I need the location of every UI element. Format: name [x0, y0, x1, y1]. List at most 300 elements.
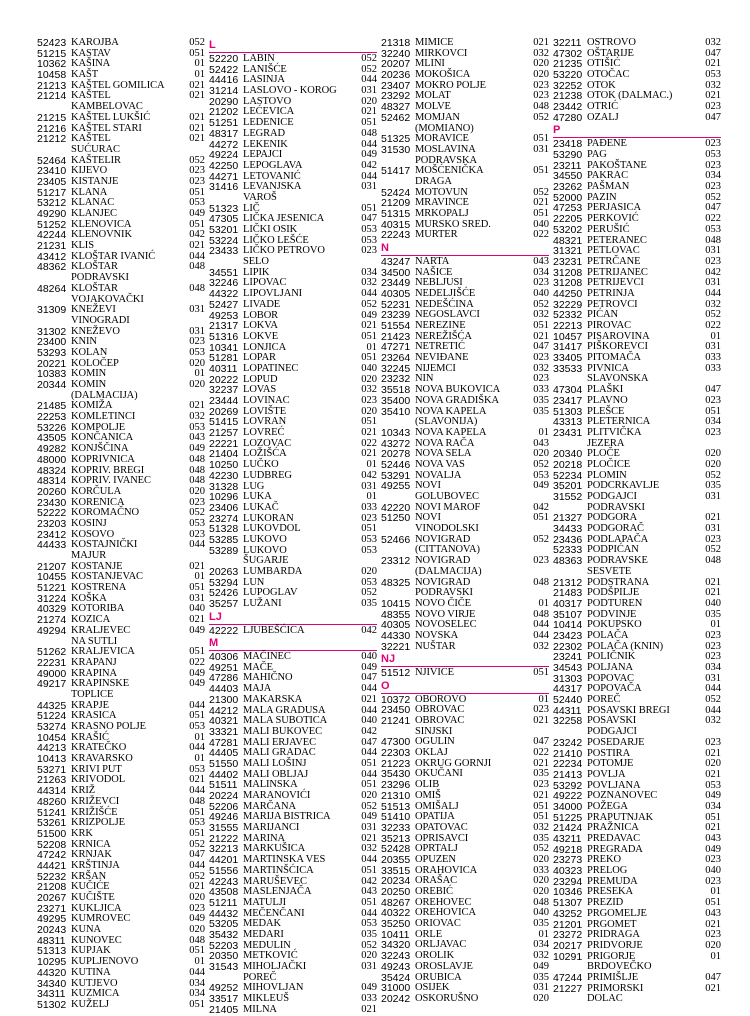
area-code: 023: [705, 159, 721, 171]
area-code: 031: [533, 982, 549, 994]
place-name: BRDOVEČKO: [587, 961, 652, 973]
postal-code: 21241: [381, 715, 411, 727]
place-name: PLAŠKI: [587, 384, 624, 396]
postal-code: 48327: [381, 101, 411, 114]
area-code: 049: [361, 661, 377, 673]
directory-entry: [553, 38, 721, 49]
directory-entry: [209, 300, 377, 311]
directory-entry: [381, 855, 549, 866]
postal-code: 21202: [209, 106, 239, 119]
directory-entry: [381, 428, 549, 439]
place-name: POLAČA (KNIN): [587, 640, 663, 652]
postal-code: 23450: [381, 704, 411, 717]
directory-entry: [553, 802, 721, 813]
place-name: NA SUTLI: [71, 635, 118, 647]
area-code: 021: [361, 427, 377, 439]
area-code: 022: [533, 229, 549, 241]
directory-entry: [37, 519, 205, 530]
area-code: 021: [189, 240, 205, 252]
area-code: 01: [710, 886, 721, 898]
place-name: GOLUBOVEC: [415, 491, 479, 502]
area-code: 048: [189, 475, 205, 487]
area-code: 043: [705, 833, 721, 844]
postal-code: 52440: [553, 694, 583, 707]
postal-code: 23436: [553, 533, 583, 546]
place-name: OMIŠ: [415, 789, 441, 801]
postal-code: 40306: [209, 651, 239, 664]
postal-code: 32245: [381, 362, 411, 375]
area-code: 051: [189, 47, 205, 59]
area-code: 042: [361, 624, 377, 636]
place-name: KONČANICA: [71, 432, 134, 444]
directory-entry: [37, 722, 205, 733]
postal-code: 31416: [209, 181, 239, 194]
postal-code: 44201: [209, 854, 239, 867]
place-name: LASINJA: [243, 74, 285, 86]
postal-code: 49253: [209, 309, 239, 322]
postal-code: 23407: [381, 79, 411, 92]
area-code: 033: [705, 352, 721, 364]
area-code: 047: [533, 736, 549, 748]
postal-code: 23430: [37, 496, 67, 509]
place-name: KRASNO POLJE: [71, 721, 146, 732]
postal-code: 23405: [37, 175, 67, 188]
area-code: 049: [189, 678, 205, 690]
directory-entry: [37, 113, 205, 124]
area-code: 021: [705, 587, 721, 599]
directory-entry: [381, 994, 549, 1005]
place-name: NJIVICE: [415, 667, 454, 679]
area-code: 051: [189, 218, 205, 230]
postal-code: 21405: [209, 1003, 239, 1016]
area-code: 051: [189, 945, 205, 957]
postal-code: 51307: [553, 897, 583, 910]
postal-code: 20260: [37, 485, 67, 498]
postal-code: 52222: [37, 507, 67, 520]
directory-entry: [381, 396, 549, 407]
place-name: MOKRO POLJE: [415, 79, 486, 91]
directory-entry: [209, 428, 377, 439]
area-code: 01: [710, 950, 721, 962]
place-name: PLEŠCE: [587, 405, 625, 417]
place-name: LOPATINEC: [243, 362, 299, 374]
postal-code: 10455: [37, 571, 67, 584]
place-name: LETOVANIĆ: [243, 170, 301, 182]
area-code: 052: [705, 694, 721, 706]
place-name: OKUČANI: [415, 768, 463, 780]
postal-code: 52446: [381, 458, 411, 471]
postal-code: 51511: [209, 779, 238, 792]
area-code: 021: [533, 197, 549, 209]
area-code: 023: [705, 629, 721, 641]
area-code: 044: [189, 742, 205, 754]
postal-code: 20217: [553, 939, 583, 952]
postal-code: 32229: [553, 298, 583, 311]
section-header: [553, 124, 721, 138]
place-name: MURTER: [415, 229, 458, 241]
area-code: 023: [705, 854, 721, 866]
postal-code: 31543: [209, 961, 239, 973]
place-name: LOKVA: [243, 320, 278, 332]
area-code: 051: [533, 667, 549, 679]
place-name: POPOVAC: [587, 672, 634, 684]
place-name: NOVALJA: [415, 469, 462, 481]
place-name: LIPIK: [243, 266, 270, 278]
directory-entry: [209, 225, 377, 236]
area-code: 020: [189, 892, 205, 903]
area-code: 047: [361, 213, 377, 225]
place-name: KAŠT: [71, 69, 99, 81]
postal-code: 21209: [381, 197, 411, 210]
place-name: PRIGORJE: [587, 950, 636, 962]
postal-code: 52234: [553, 469, 583, 482]
postal-code: 34500: [381, 266, 411, 279]
postal-code: 43211: [553, 833, 582, 845]
place-name: MALI GRADAC: [243, 747, 316, 759]
place-name: PODRAVSKA: [415, 154, 477, 166]
place-name: LOKVE: [243, 330, 279, 342]
area-code: 01: [366, 459, 377, 471]
area-code: 023: [189, 336, 205, 348]
postal-code: 21274: [37, 614, 67, 627]
postal-code: 34320: [381, 939, 411, 952]
postal-code: 43272: [381, 437, 411, 450]
place-name: OSTROVO: [587, 37, 636, 48]
postal-code: 10411: [381, 928, 410, 941]
postal-code: 47286: [209, 672, 239, 685]
place-name: LOVREĆ: [243, 427, 285, 439]
place-name: KLENOVICA: [71, 218, 132, 230]
postal-code: 10250: [209, 459, 239, 472]
postal-code: 52428: [381, 843, 411, 856]
place-name: PETRIJEVCI: [587, 277, 644, 289]
directory-entry: [37, 583, 205, 594]
area-code: 044: [189, 785, 205, 797]
place-name: KOSTRENA: [71, 582, 127, 594]
section-letter: LJ: [209, 610, 222, 623]
postal-code: 47305: [209, 213, 239, 226]
place-name: OKRUG GORNJI: [415, 757, 492, 769]
area-code: 034: [189, 988, 205, 1000]
postal-code: 42243: [209, 875, 239, 888]
place-name: PETRINJA: [587, 287, 635, 299]
place-name: KRK: [71, 827, 93, 839]
area-code: 044: [189, 539, 205, 551]
place-name: OREBIĆ: [415, 886, 453, 897]
area-code: 020: [189, 485, 205, 497]
place-name: OPATOVAC: [415, 821, 468, 833]
place-name: (SLAVONIJA): [415, 416, 478, 428]
postal-code: 21223: [381, 757, 411, 770]
area-code: 044: [361, 138, 377, 150]
area-code: 042: [361, 469, 377, 481]
area-code: 044: [705, 287, 721, 299]
area-code: 021: [361, 448, 377, 460]
postal-code: 48324: [37, 464, 67, 477]
postal-code: 44433: [37, 539, 67, 552]
directory-entry: [553, 770, 721, 781]
area-code: 020: [705, 448, 721, 460]
postal-code: 49282: [37, 443, 67, 456]
postal-code: 42220: [381, 501, 411, 514]
area-code: 032: [361, 277, 377, 289]
postal-code: 35201: [553, 480, 583, 493]
postal-code: 51512: [381, 667, 411, 680]
place-name: KOROMAČNO: [71, 507, 139, 519]
area-code: 031: [705, 491, 721, 502]
postal-code: 22303: [381, 747, 411, 760]
area-code: 052: [533, 458, 549, 470]
place-name: POZNANOVEC: [587, 790, 658, 802]
postal-code: 51250: [381, 512, 411, 525]
postal-code: 20278: [381, 448, 411, 461]
area-code: 049: [533, 960, 549, 972]
postal-code: 43505: [37, 432, 67, 445]
directory-entry: [553, 70, 721, 81]
postal-code: 53220: [553, 69, 583, 82]
area-code: 051: [705, 811, 721, 823]
directory-entry: [209, 791, 377, 802]
postal-code: 44250: [553, 287, 583, 300]
area-code: 023: [533, 555, 549, 567]
area-code: 022: [533, 747, 549, 759]
area-code: 035: [533, 405, 549, 417]
postal-code: 23241: [553, 651, 583, 664]
area-code: 049: [189, 913, 205, 925]
place-name: LOBOR: [243, 309, 279, 321]
postal-code: 10341: [209, 341, 239, 354]
area-code: 031: [705, 245, 721, 257]
postal-code: 51328: [209, 523, 239, 536]
place-name: OMIŠALJ: [415, 800, 459, 812]
area-code: 052: [361, 298, 377, 310]
place-name: LIPOVLJANI: [243, 288, 303, 300]
postal-code: 23312: [381, 555, 411, 568]
area-code: 021: [361, 832, 377, 844]
postal-code: 49218: [553, 843, 583, 856]
postal-code: 23400: [37, 336, 67, 349]
place-name: KASTAV: [71, 47, 111, 59]
postal-code: 32237: [209, 384, 239, 397]
postal-code: 21327: [553, 512, 583, 525]
place-name: POSEDARJE: [587, 736, 645, 748]
postal-code: 51513: [381, 800, 411, 813]
area-code: 020: [361, 373, 377, 385]
postal-code: 21227: [553, 982, 583, 995]
directory-entry: [209, 1005, 377, 1016]
postal-code: 23423: [553, 629, 583, 642]
place-name: PRAPUTNJAK: [587, 811, 654, 823]
place-name: LIPOVAC: [243, 277, 287, 289]
area-code: 020: [533, 853, 549, 865]
postal-code: 23417: [553, 394, 583, 407]
place-name: MALI ERJAVEC: [243, 736, 316, 748]
place-name: LUKOVO: [243, 533, 287, 545]
postal-code: 33533: [553, 362, 583, 375]
postal-code: 35432: [209, 928, 239, 941]
postal-code: 10383: [37, 368, 67, 381]
area-code: 051: [361, 523, 377, 535]
area-code: 049: [361, 811, 377, 823]
place-name: PODSTRANA: [587, 576, 650, 588]
directory-entry: [37, 626, 205, 637]
place-name: SELO: [243, 256, 269, 268]
place-name: SINJSKI: [415, 725, 453, 737]
section-header: [209, 611, 377, 625]
postal-code: 42250: [209, 159, 239, 172]
postal-code: 10295: [37, 956, 67, 969]
postal-code: 49294: [37, 624, 67, 637]
place-name: PLITVIČKA: [587, 426, 642, 438]
place-name: LUKORAN: [243, 512, 294, 524]
postal-code: 31302: [37, 325, 67, 338]
postal-code: 32258: [553, 715, 583, 728]
area-code: 044: [533, 629, 549, 641]
place-name: MIMICE: [415, 37, 454, 48]
place-name: NOVA SELA: [415, 448, 472, 460]
postal-code: 20355: [381, 853, 411, 866]
area-code: 01: [366, 491, 377, 503]
place-name: POŽEGA: [587, 800, 628, 812]
area-code: 031: [533, 143, 549, 155]
directory-entry: [209, 823, 377, 834]
directory-entry: [553, 599, 721, 610]
directory-column-2: [209, 38, 377, 1015]
area-code: 021: [705, 90, 721, 102]
directory-entry: [381, 748, 549, 759]
place-name: NEDELJIŠĆE: [415, 287, 476, 299]
area-code: 047: [533, 341, 549, 353]
place-name: NEDEŠĆINA: [415, 298, 474, 310]
postal-code: 20290: [209, 95, 239, 108]
place-name: KOSTANJE: [71, 560, 123, 572]
directory-entry: [381, 113, 549, 124]
area-code: 040: [705, 865, 721, 877]
directory-entry: [209, 727, 377, 738]
postal-code: 23274: [209, 512, 239, 525]
postal-code: 31555: [209, 822, 239, 835]
place-name: MALA SUBOTICA: [243, 715, 328, 727]
area-code: 021: [189, 90, 205, 102]
postal-code: 48363: [553, 555, 583, 568]
postal-code: 35107: [553, 608, 583, 621]
postal-code: 23449: [381, 277, 411, 290]
directory-entry: [209, 129, 377, 140]
area-code: 023: [361, 245, 377, 257]
area-code: 023: [705, 533, 721, 545]
place-name: PREDAVAC: [587, 833, 641, 844]
directory-entry: [381, 668, 549, 679]
area-code: 040: [533, 907, 549, 919]
area-code: 048: [533, 576, 549, 588]
area-code: 042: [533, 501, 549, 513]
postal-code: 52231: [381, 298, 411, 311]
area-code: 051: [533, 320, 549, 331]
directory-entry: [381, 642, 549, 653]
area-code: 053: [705, 779, 721, 791]
place-name: PLOČICE: [587, 458, 631, 470]
place-name: LUMBARDA: [243, 566, 303, 577]
postal-code: 51303: [553, 405, 583, 418]
place-name: PRAŽNICA: [587, 822, 639, 834]
area-code: 052: [189, 154, 205, 166]
postal-code: 10291: [553, 950, 583, 963]
postal-code: 10343: [381, 426, 411, 439]
place-name: MAJUR: [71, 550, 107, 561]
section-letter: O: [381, 679, 390, 692]
place-name: KRAŠIĆ: [71, 731, 109, 743]
postal-code: 35400: [381, 394, 411, 407]
section-letter: L: [209, 39, 216, 51]
place-name: MIHOVLJAN: [243, 982, 304, 994]
postal-code: 31208: [553, 266, 583, 279]
postal-code: 51313: [37, 945, 67, 958]
place-name: PODRAVSKI: [71, 272, 129, 284]
postal-code: 51554: [381, 320, 411, 332]
place-name: MOŠĆENIČKA: [415, 165, 484, 177]
area-code: 023: [189, 165, 205, 177]
directory-entry-continuation: [381, 492, 549, 503]
postal-code: 23272: [553, 929, 583, 942]
place-name: MARINA: [243, 832, 285, 844]
place-name: POVLJA: [587, 768, 626, 780]
postal-code: 48321: [553, 234, 583, 247]
area-code: 032: [533, 950, 549, 962]
postal-code: 32213: [209, 843, 239, 856]
area-code: 051: [361, 864, 377, 876]
area-code: 023: [533, 352, 549, 364]
postal-code: 52462: [381, 111, 411, 124]
place-name: KRATEČKO: [71, 742, 127, 754]
area-code: 032: [705, 79, 721, 91]
place-name: NETRETIĆ: [415, 341, 465, 353]
area-code: 032: [533, 821, 549, 833]
place-name: PLETERNICA: [587, 416, 651, 428]
postal-code: 35410: [381, 405, 411, 418]
place-name: LOŽIŠĆA: [243, 448, 287, 460]
directory-entry: [209, 962, 377, 973]
postal-code: 49224: [209, 149, 239, 162]
area-code: 020: [705, 458, 721, 470]
place-name: LIČKA JESENICA: [243, 213, 325, 225]
section-header: [209, 39, 377, 53]
place-name: KRNICA: [71, 838, 111, 850]
postal-code: 51500: [37, 827, 67, 840]
area-code: 020: [361, 95, 377, 107]
postal-code: 21312: [553, 576, 583, 589]
place-name: PRGOMET: [587, 918, 637, 930]
section-header: [381, 680, 549, 694]
area-code: 043: [705, 907, 721, 919]
place-name: KISTANJE: [71, 175, 119, 187]
postal-code: 20222: [209, 373, 239, 386]
place-name: LUKAČ: [243, 501, 279, 513]
place-name: OPRTALJ: [415, 843, 458, 855]
place-name: OREHOVEC: [415, 896, 472, 908]
postal-code: 33517: [209, 993, 239, 1006]
area-code: 053: [361, 234, 377, 246]
directory-entry: [37, 348, 205, 359]
postal-code: 21300: [209, 693, 239, 706]
directory-entry: [37, 70, 205, 81]
area-code: 047: [705, 47, 721, 59]
area-code: 051: [189, 998, 205, 1010]
area-code: 035: [361, 598, 377, 610]
place-name: KRNJAK: [71, 849, 112, 861]
postal-code: 34433: [553, 523, 583, 536]
area-code: 020: [533, 992, 549, 1004]
area-code: 052: [533, 843, 549, 855]
